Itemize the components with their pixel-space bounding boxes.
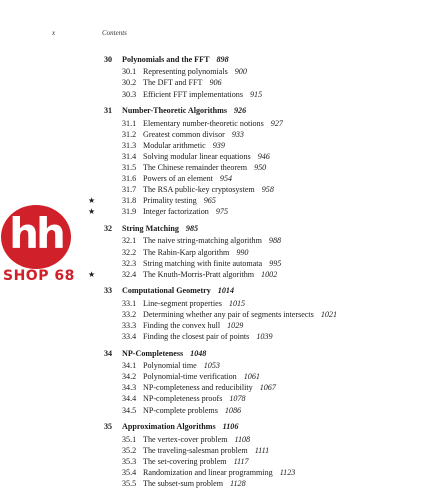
section-title-text: Randomization and linear programming [143, 467, 273, 477]
section-entry[interactable] [0, 163, 427, 174]
section-title [143, 361, 220, 370]
section-entry[interactable] [0, 174, 427, 185]
chapter-title [122, 224, 198, 233]
section-title-text: Polynomial-time verification [143, 372, 237, 382]
section-title-text: The Chinese remainder theorem [143, 163, 248, 173]
section-title-text: Powers of an element [143, 174, 213, 184]
section-title-text: Polynomial time [143, 361, 197, 371]
section-number: 35.5 [122, 479, 137, 489]
chapter-title [122, 422, 238, 431]
section-entry[interactable] [0, 468, 427, 479]
section-page: 1002 [261, 269, 278, 279]
chapter-page: 1106 [222, 422, 239, 432]
section-title [143, 435, 250, 444]
chapter-title-text: Polynomials and the FFT [122, 55, 210, 64]
section-page: 1029 [227, 321, 244, 331]
section-number: 34.1 [122, 361, 137, 371]
chapter-entry[interactable] [0, 106, 427, 118]
section-number: 31.7 [122, 185, 137, 195]
running-header [52, 29, 127, 37]
section-number: 32.2 [122, 247, 137, 257]
section-page: 933 [231, 129, 244, 139]
section-page: 939 [212, 140, 225, 150]
section-entry[interactable] [0, 248, 427, 259]
section-page: 900 [234, 67, 247, 77]
chapter-number: 31 [104, 106, 113, 116]
section-entry[interactable] [0, 141, 427, 152]
chapter-title [122, 55, 229, 64]
section-page: 1117 [233, 456, 249, 466]
chapter-number: 30 [104, 55, 113, 64]
section-page: 958 [261, 185, 274, 195]
section-page: 1086 [224, 405, 242, 415]
section-number: 31.9 [122, 207, 137, 217]
section-title-text: Solving modular linear equations [143, 151, 251, 161]
section-title [143, 174, 232, 183]
section-title-text: Determining whether any pair of segments intersects [143, 309, 314, 319]
chapter-title [122, 106, 246, 115]
section-page: 1078 [229, 394, 246, 404]
chapter-entry[interactable] [0, 224, 427, 236]
section-entry[interactable] [0, 361, 427, 372]
chapter-page: 926 [233, 106, 247, 116]
section-entry[interactable] [0, 130, 427, 141]
section-number: 30.3 [122, 89, 137, 99]
section-entry[interactable] [0, 372, 427, 383]
section-number: 30.2 [122, 78, 137, 88]
star-icon: ★ [88, 269, 96, 279]
section-title-text: The naive string-matching algorithm [143, 236, 262, 246]
section-number: 31.1 [122, 118, 137, 128]
section-entry[interactable] [0, 152, 427, 163]
chapter-entry[interactable] [0, 349, 427, 361]
section-title [143, 457, 249, 466]
section-number: 34.4 [122, 394, 137, 404]
section-title [143, 270, 277, 279]
section-number: 31.5 [122, 163, 137, 173]
star-icon: ★ [88, 196, 96, 206]
section-number: 31.4 [122, 151, 137, 161]
section-entry[interactable] [0, 394, 427, 405]
section-title [143, 383, 276, 392]
chapter-title-text: Approximation Algorithms [122, 422, 216, 432]
section-page: 975 [215, 207, 228, 217]
section-title [143, 236, 281, 245]
section-title-text: Modular arithmetic [143, 140, 206, 150]
logo-mark: hh [9, 209, 63, 258]
section-title [143, 468, 295, 477]
section-title-text: The vertex-cover problem [143, 434, 228, 444]
section-entry[interactable] [0, 457, 427, 468]
section-entry[interactable] [0, 321, 427, 332]
section-title-text: NP-completeness and reducibility [143, 383, 253, 393]
section-page: 1123 [279, 467, 296, 477]
section-page: 1021 [320, 309, 338, 319]
section-title-text: NP-complete problems [143, 405, 218, 415]
star-icon: ★ [88, 207, 96, 217]
section-number: 33.2 [122, 309, 137, 319]
section-title [143, 130, 244, 139]
section-number: 34.3 [122, 383, 137, 393]
section-page: 1039 [256, 332, 273, 342]
section-number: 35.1 [122, 434, 137, 444]
section-number: 35.4 [122, 467, 137, 477]
chapter-entry[interactable] [0, 286, 427, 298]
section-entry[interactable] [0, 479, 427, 490]
section-title [143, 207, 228, 216]
chapter-title-text: Number-Theoretic Algorithms [122, 106, 227, 116]
chapter-number: 35 [104, 422, 113, 432]
section-entry[interactable] [0, 299, 427, 310]
page-number: x [52, 29, 56, 37]
section-title [143, 248, 248, 257]
section-number: 32.3 [122, 258, 137, 268]
section-title [143, 394, 246, 403]
section-title-text: Finding the closest pair of points [143, 332, 250, 342]
section-title-text: Line-segment properties [143, 298, 222, 308]
section-entry[interactable] [0, 185, 427, 196]
section-title [143, 196, 216, 205]
section-number: 32.1 [122, 236, 137, 246]
chapter-title [122, 286, 234, 295]
section-number: 33.4 [122, 332, 137, 342]
section-title [143, 446, 269, 455]
section-title-text: Integer factorization [143, 207, 209, 217]
chapter-title [122, 349, 206, 358]
section-entry[interactable] [0, 67, 427, 78]
section-page: 946 [257, 151, 270, 161]
section-page: 988 [268, 236, 282, 246]
section-entry[interactable] [0, 406, 427, 417]
section-title-text: Primality testing [143, 196, 197, 206]
section-entry[interactable] [0, 119, 427, 130]
section-entry[interactable] [0, 310, 427, 321]
chapter-page: 1048 [190, 348, 207, 358]
section-title [143, 119, 283, 128]
section-title [143, 141, 225, 150]
section-title [143, 185, 274, 194]
section-entry[interactable] [0, 90, 427, 101]
section-number: 31.2 [122, 129, 137, 139]
section-entry[interactable] [0, 446, 427, 457]
chapter-entry[interactable] [0, 55, 427, 67]
chapter-entry[interactable] [0, 422, 427, 434]
section-entry[interactable] [0, 196, 427, 207]
section-title-text: The subset-sum problem [143, 479, 224, 489]
section-title-text: The traveling-salesman problem [143, 445, 248, 455]
section-title-text: Elementary number-theoretic notions [143, 118, 264, 128]
section-title-text: The DFT and FFT [143, 78, 203, 88]
section-number: 35.3 [122, 456, 137, 466]
section-title [143, 479, 246, 488]
section-number: 32.4 [122, 269, 137, 279]
chapter-number: 33 [104, 286, 113, 296]
section-page: 954 [219, 174, 233, 184]
section-title [143, 67, 247, 76]
chapter-number: 34 [104, 348, 113, 358]
section-page: 1067 [259, 383, 276, 393]
section-title-text: The set-covering problem [143, 456, 227, 466]
section-number: 35.2 [122, 445, 137, 455]
chapter-title-text: Computational Geometry [122, 286, 211, 296]
section-entry[interactable] [0, 259, 427, 270]
section-number: 33.3 [122, 321, 137, 331]
section-title-text: Greatest common divisor [143, 129, 225, 139]
chapter-number: 32 [104, 224, 113, 234]
section-number: 33.1 [122, 298, 137, 308]
section-title [143, 321, 243, 330]
section-title-text: The Knuth-Morris-Pratt algorithm [143, 269, 255, 279]
section-page: 950 [254, 163, 267, 173]
section-entry[interactable] [0, 236, 427, 247]
section-page: 906 [209, 78, 222, 88]
section-page: 995 [269, 258, 282, 268]
section-number: 34.2 [122, 372, 137, 382]
section-page: 915 [249, 89, 263, 99]
section-entry[interactable] [0, 383, 427, 394]
section-title [143, 152, 270, 161]
chapter-page: 1014 [217, 286, 234, 296]
section-title [143, 406, 241, 415]
chapter-title-text: String Matching [122, 224, 179, 234]
section-title [143, 90, 262, 99]
section-number: 31.3 [122, 140, 137, 150]
section-page: 1108 [234, 434, 251, 444]
section-number: 31.8 [122, 196, 137, 206]
section-entry[interactable] [0, 207, 427, 218]
section-title [143, 299, 245, 308]
section-entry[interactable] [0, 78, 427, 89]
section-title-text: Representing polynomials [143, 67, 228, 77]
section-title-text: The RSA public-key cryptosystem [143, 185, 255, 195]
section-page: 1061 [243, 372, 260, 382]
section-title [143, 372, 260, 381]
section-title [143, 78, 222, 87]
section-page: 1111 [254, 445, 270, 455]
section-title-text: Efficient FFT implementations [143, 89, 243, 99]
section-title-text: String matching with finite automata [143, 258, 263, 268]
section-page: 1053 [203, 361, 220, 371]
table-of-contents [0, 55, 427, 490]
section-page: 1128 [230, 479, 246, 489]
section-entry[interactable] [0, 332, 427, 343]
section-title [143, 163, 266, 172]
section-entry[interactable] [0, 270, 427, 281]
logo-text: SHOP 68 [3, 268, 75, 284]
chapter-title-text: NP-Completeness [122, 348, 184, 358]
section-page: 927 [270, 118, 283, 128]
section-title [143, 310, 337, 319]
chapter-page: 898 [216, 55, 229, 64]
section-title-text: NP-completeness proofs [143, 394, 223, 404]
section-number: 34.5 [122, 405, 137, 415]
section-page: 965 [203, 196, 216, 206]
section-entry[interactable] [0, 435, 427, 446]
section-title [143, 332, 273, 341]
section-title-text: The Rabin-Karp algorithm [143, 247, 230, 257]
section-number: 30.1 [122, 67, 137, 77]
chapter-page: 985 [185, 224, 199, 234]
section-page: 1015 [228, 298, 246, 308]
section-title [143, 259, 281, 268]
running-title: Contents [102, 29, 127, 37]
section-title-text: Finding the convex hull [143, 321, 221, 331]
section-page: 990 [236, 247, 249, 257]
section-number: 31.6 [122, 174, 137, 184]
